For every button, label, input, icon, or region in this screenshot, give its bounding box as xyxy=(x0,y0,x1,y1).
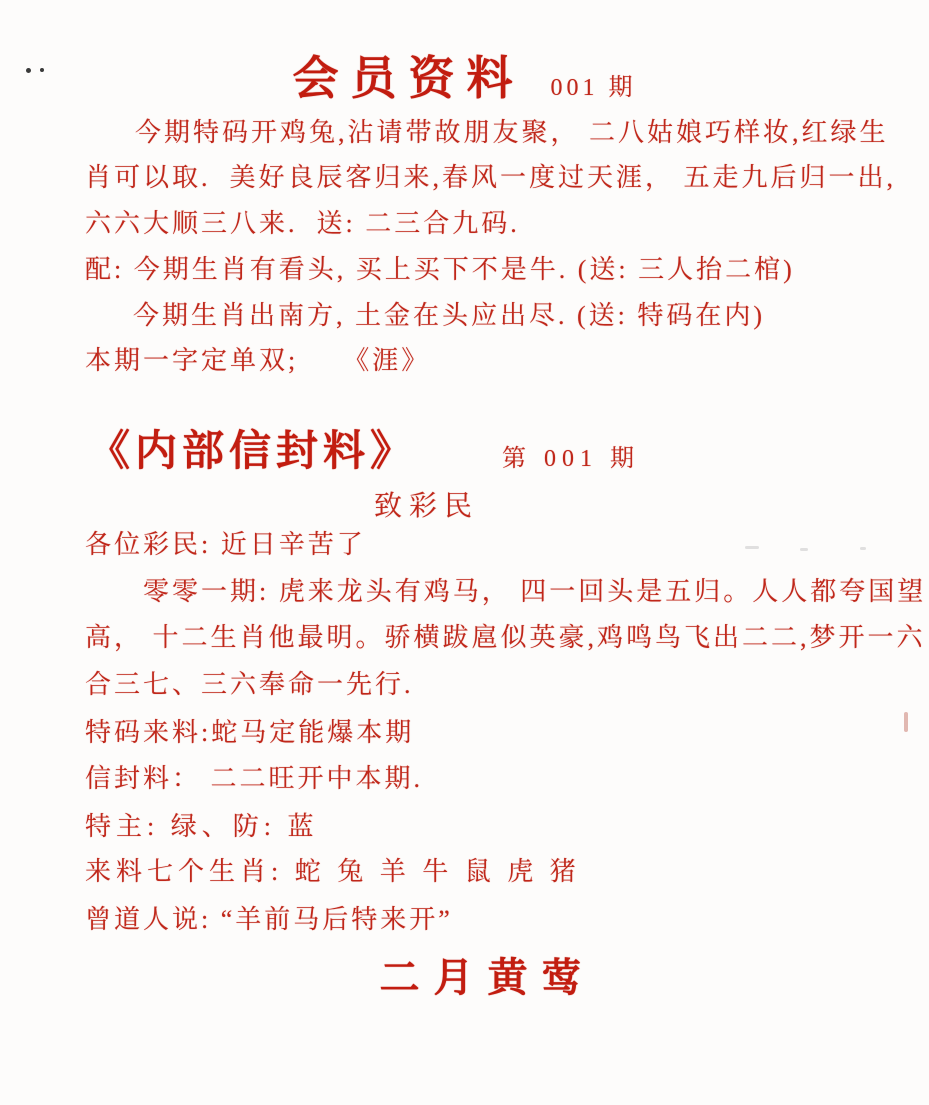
envelope-line: 合三七、三六奉命一先行. xyxy=(85,670,414,699)
envelope-line: 特主: 绿、防: 蓝 xyxy=(85,812,319,841)
member-line: 肖可以取. 美好良辰客归来,春风一度过天涯， 五走九后归一出, xyxy=(85,163,897,192)
member-line: 配: 今期生肖有看头, 买上买下不是牛. (送: 三人抬二棺) xyxy=(85,255,795,284)
section-issue-number: 第 001 期 xyxy=(502,446,640,472)
section-title: 《内部信封料》 xyxy=(88,429,418,475)
envelope-line: 曾道人说: “羊前马后特来开” xyxy=(85,905,453,934)
envelope-line: 特码来料:蛇马定能爆本期 xyxy=(85,718,415,747)
member-line: 六六大顺三八来. 送: 二三合九码. xyxy=(85,209,520,238)
member-line: 今期生肖出南方, 土金在头应出尽. (送: 特码在内) xyxy=(133,301,766,330)
salutation: 致彩民 xyxy=(374,491,480,522)
footer-signature: 二月黄莺 xyxy=(379,955,596,1000)
envelope-line: 信封料： 二二旺开中本期. xyxy=(85,764,424,793)
envelope-line: 来料七个生肖: 蛇 兔 羊 牛 鼠 虎 猪 xyxy=(85,857,581,886)
member-line: 本期一字定单双; 《涯》 xyxy=(85,346,431,375)
document-header xyxy=(0,42,929,108)
scan-smudge-artifact xyxy=(745,546,759,549)
envelope-line: 各位彩民: 近日辛苦了 xyxy=(85,530,366,559)
scan-smudge-artifact xyxy=(860,547,866,550)
envelope-line: 零零一期: 虎来龙头有鸡马， 四一回头是五归。人人都夸国望 xyxy=(143,577,927,606)
issue-number: 001 期 xyxy=(550,75,637,101)
scan-smudge-artifact xyxy=(800,548,808,551)
member-line: 今期特码开鸡兔,沾请带故朋友聚， 二八姑娘巧样妆,红绿生 xyxy=(135,118,889,147)
page-title: 会员资料 xyxy=(292,53,525,104)
scan-mark-artifact xyxy=(904,712,908,732)
envelope-line: 高， 十二生肖他最明。骄横跋扈似英豪,鸡鸣鸟飞出二二,梦开一六 xyxy=(85,623,926,652)
